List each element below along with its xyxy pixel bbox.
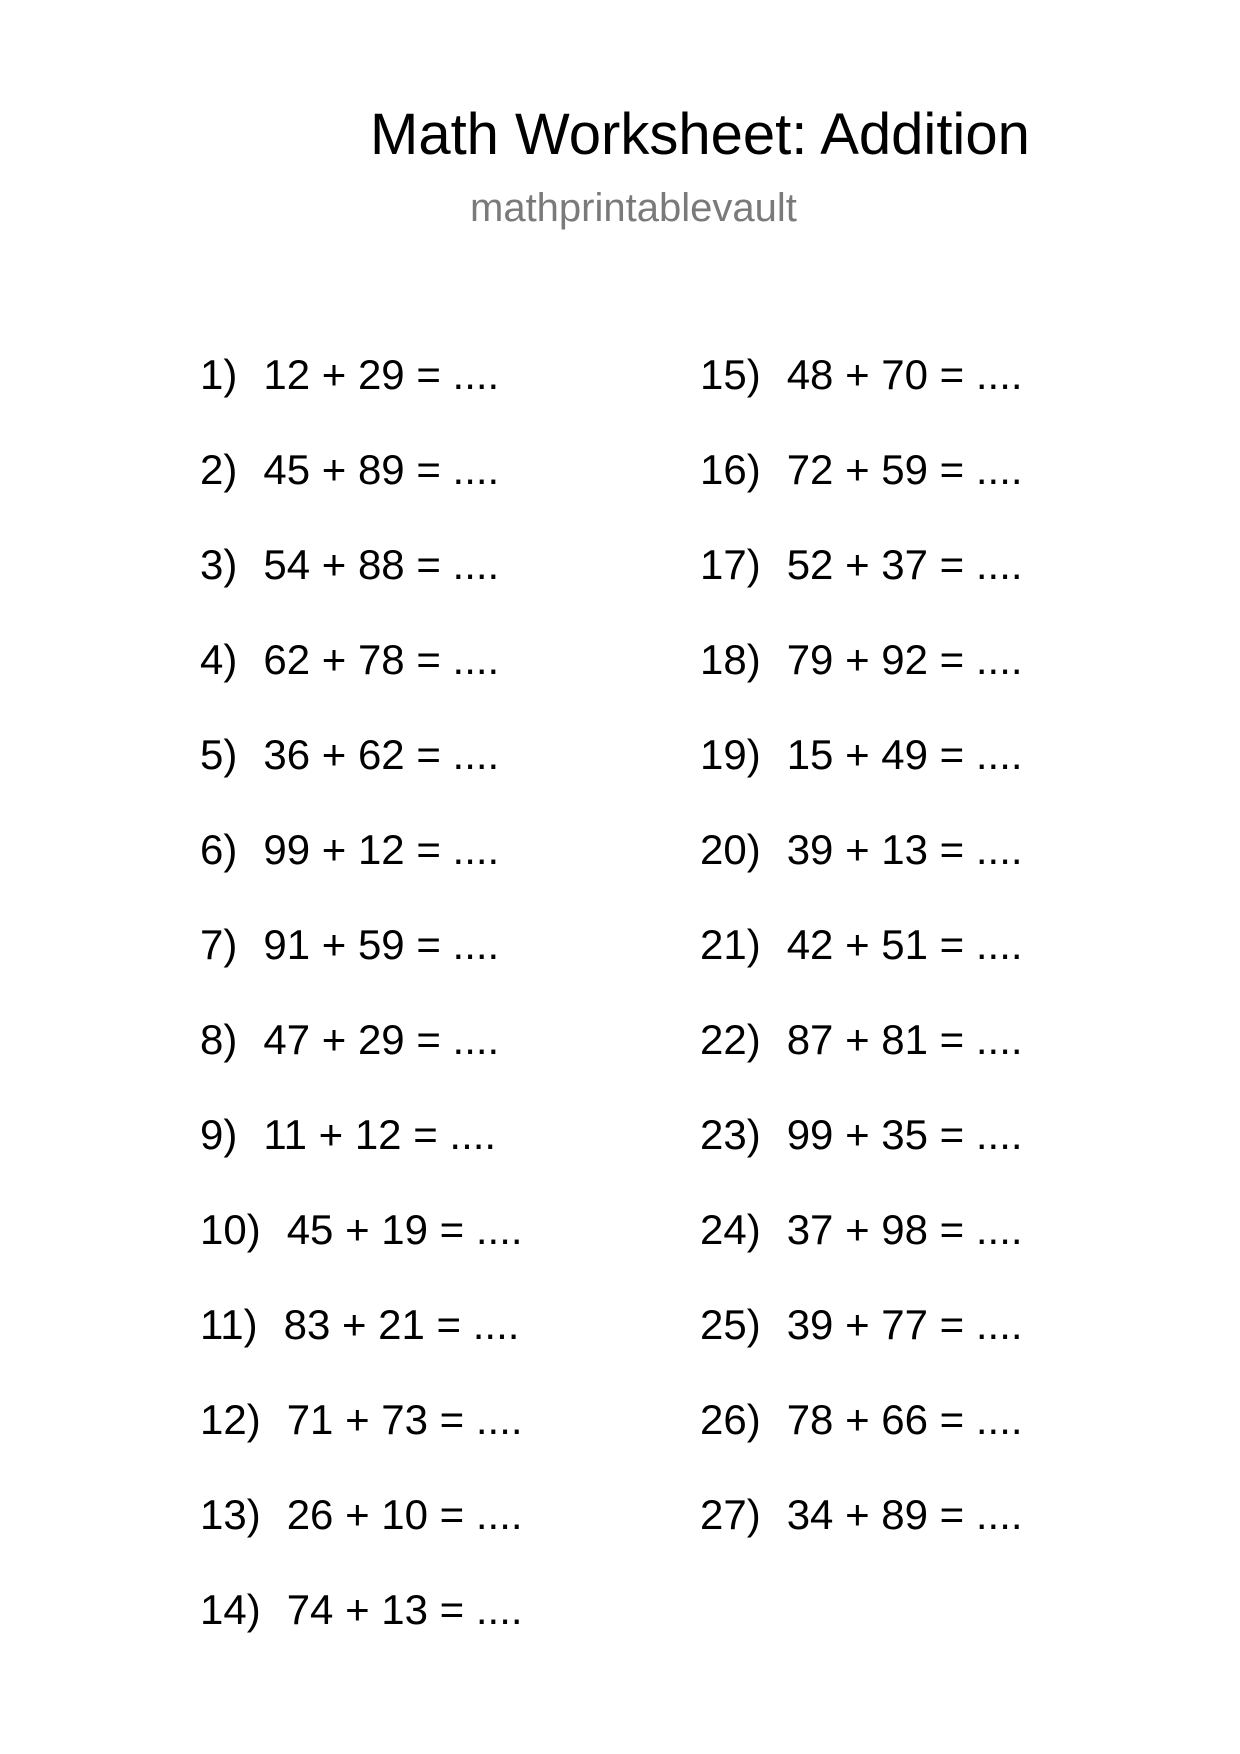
problem-number: 4): [200, 636, 238, 683]
problem-expression: 48 + 70 = ....: [786, 351, 1023, 398]
problem-item: [700, 1012, 1023, 1107]
problem-expression: 62 + 78 = ....: [263, 636, 500, 683]
problem-number: 12): [200, 1396, 261, 1443]
problem-item: [200, 1297, 523, 1392]
problem-number: 9): [200, 1111, 238, 1158]
problem-item: [200, 632, 523, 727]
problem-item: [700, 727, 1023, 822]
problem-item: [700, 1107, 1023, 1202]
problem-number: 8): [200, 1016, 238, 1063]
problem-expression: 72 + 59 = ....: [786, 446, 1023, 493]
problem-expression: 99 + 12 = ....: [263, 826, 500, 873]
problem-number: 6): [200, 826, 238, 873]
problem-number: 17): [700, 541, 761, 588]
problem-item: [700, 822, 1023, 917]
problem-item: [700, 1487, 1023, 1582]
problem-item: [200, 917, 523, 1012]
problem-number: 19): [700, 731, 761, 778]
problem-expression: 78 + 66 = ....: [786, 1396, 1023, 1443]
problem-item: [200, 822, 523, 917]
problem-item: [200, 537, 523, 632]
problem-item: [200, 1202, 523, 1297]
problem-expression: 45 + 19 = ....: [286, 1206, 523, 1253]
problem-item: [200, 1392, 523, 1487]
problem-item: [200, 1582, 523, 1677]
problem-expression: 15 + 49 = ....: [786, 731, 1023, 778]
problem-expression: 12 + 29 = ....: [263, 351, 500, 398]
problem-item: [700, 1202, 1023, 1297]
problem-number: 24): [700, 1206, 761, 1253]
problem-expression: 45 + 89 = ....: [263, 446, 500, 493]
worksheet-subtitle: mathprintablevault: [470, 186, 797, 230]
problem-item: [200, 1487, 523, 1582]
problem-expression: 42 + 51 = ....: [786, 921, 1023, 968]
problem-expression: 37 + 98 = ....: [786, 1206, 1023, 1253]
problem-expression: 99 + 35 = ....: [786, 1111, 1023, 1158]
problem-number: 26): [700, 1396, 761, 1443]
problem-item: [700, 537, 1023, 632]
problem-number: 25): [700, 1301, 761, 1348]
problem-item: [200, 1107, 523, 1202]
problem-number: 1): [200, 351, 238, 398]
problem-number: 2): [200, 446, 238, 493]
problem-expression: 54 + 88 = ....: [263, 541, 500, 588]
problem-expression: 87 + 81 = ....: [786, 1016, 1023, 1063]
problem-item: [200, 347, 523, 442]
problem-number: 14): [200, 1586, 261, 1633]
problem-item: [700, 1392, 1023, 1487]
problem-column-left: [200, 347, 523, 1677]
problem-number: 21): [700, 921, 761, 968]
problem-item: [700, 1297, 1023, 1392]
problem-number: 27): [700, 1491, 761, 1538]
problem-item: [200, 727, 523, 822]
problem-expression: 39 + 13 = ....: [786, 826, 1023, 873]
problem-item: [700, 442, 1023, 537]
problem-expression: 36 + 62 = ....: [263, 731, 500, 778]
problem-item: [200, 1012, 523, 1107]
problem-number: 16): [700, 446, 761, 493]
problem-expression: 83 + 21 = ....: [283, 1301, 520, 1348]
problem-item: [700, 347, 1023, 442]
problem-expression: 91 + 59 = ....: [263, 921, 500, 968]
problem-item: [200, 442, 523, 537]
problem-number: 23): [700, 1111, 761, 1158]
problem-number: 10): [200, 1206, 261, 1253]
problem-number: 20): [700, 826, 761, 873]
problem-number: 11): [200, 1301, 258, 1348]
problem-number: 18): [700, 636, 761, 683]
problem-expression: 47 + 29 = ....: [263, 1016, 500, 1063]
problem-number: 15): [700, 351, 761, 398]
problem-expression: 26 + 10 = ....: [286, 1491, 523, 1538]
problem-number: 22): [700, 1016, 761, 1063]
problem-number: 5): [200, 731, 238, 778]
problem-expression: 39 + 77 = ....: [786, 1301, 1023, 1348]
problem-expression: 71 + 73 = ....: [286, 1396, 523, 1443]
problem-item: [700, 917, 1023, 1012]
problem-number: 13): [200, 1491, 261, 1538]
problem-number: 3): [200, 541, 238, 588]
problem-number: 7): [200, 921, 238, 968]
worksheet-title: Math Worksheet: Addition: [370, 102, 1030, 167]
problem-item: [700, 632, 1023, 727]
problem-expression: 74 + 13 = ....: [286, 1586, 523, 1633]
problem-expression: 52 + 37 = ....: [786, 541, 1023, 588]
problem-expression: 34 + 89 = ....: [786, 1491, 1023, 1538]
problem-expression: 11 + 12 = ....: [263, 1111, 497, 1158]
problem-column-right: [700, 347, 1023, 1582]
problem-expression: 79 + 92 = ....: [786, 636, 1023, 683]
